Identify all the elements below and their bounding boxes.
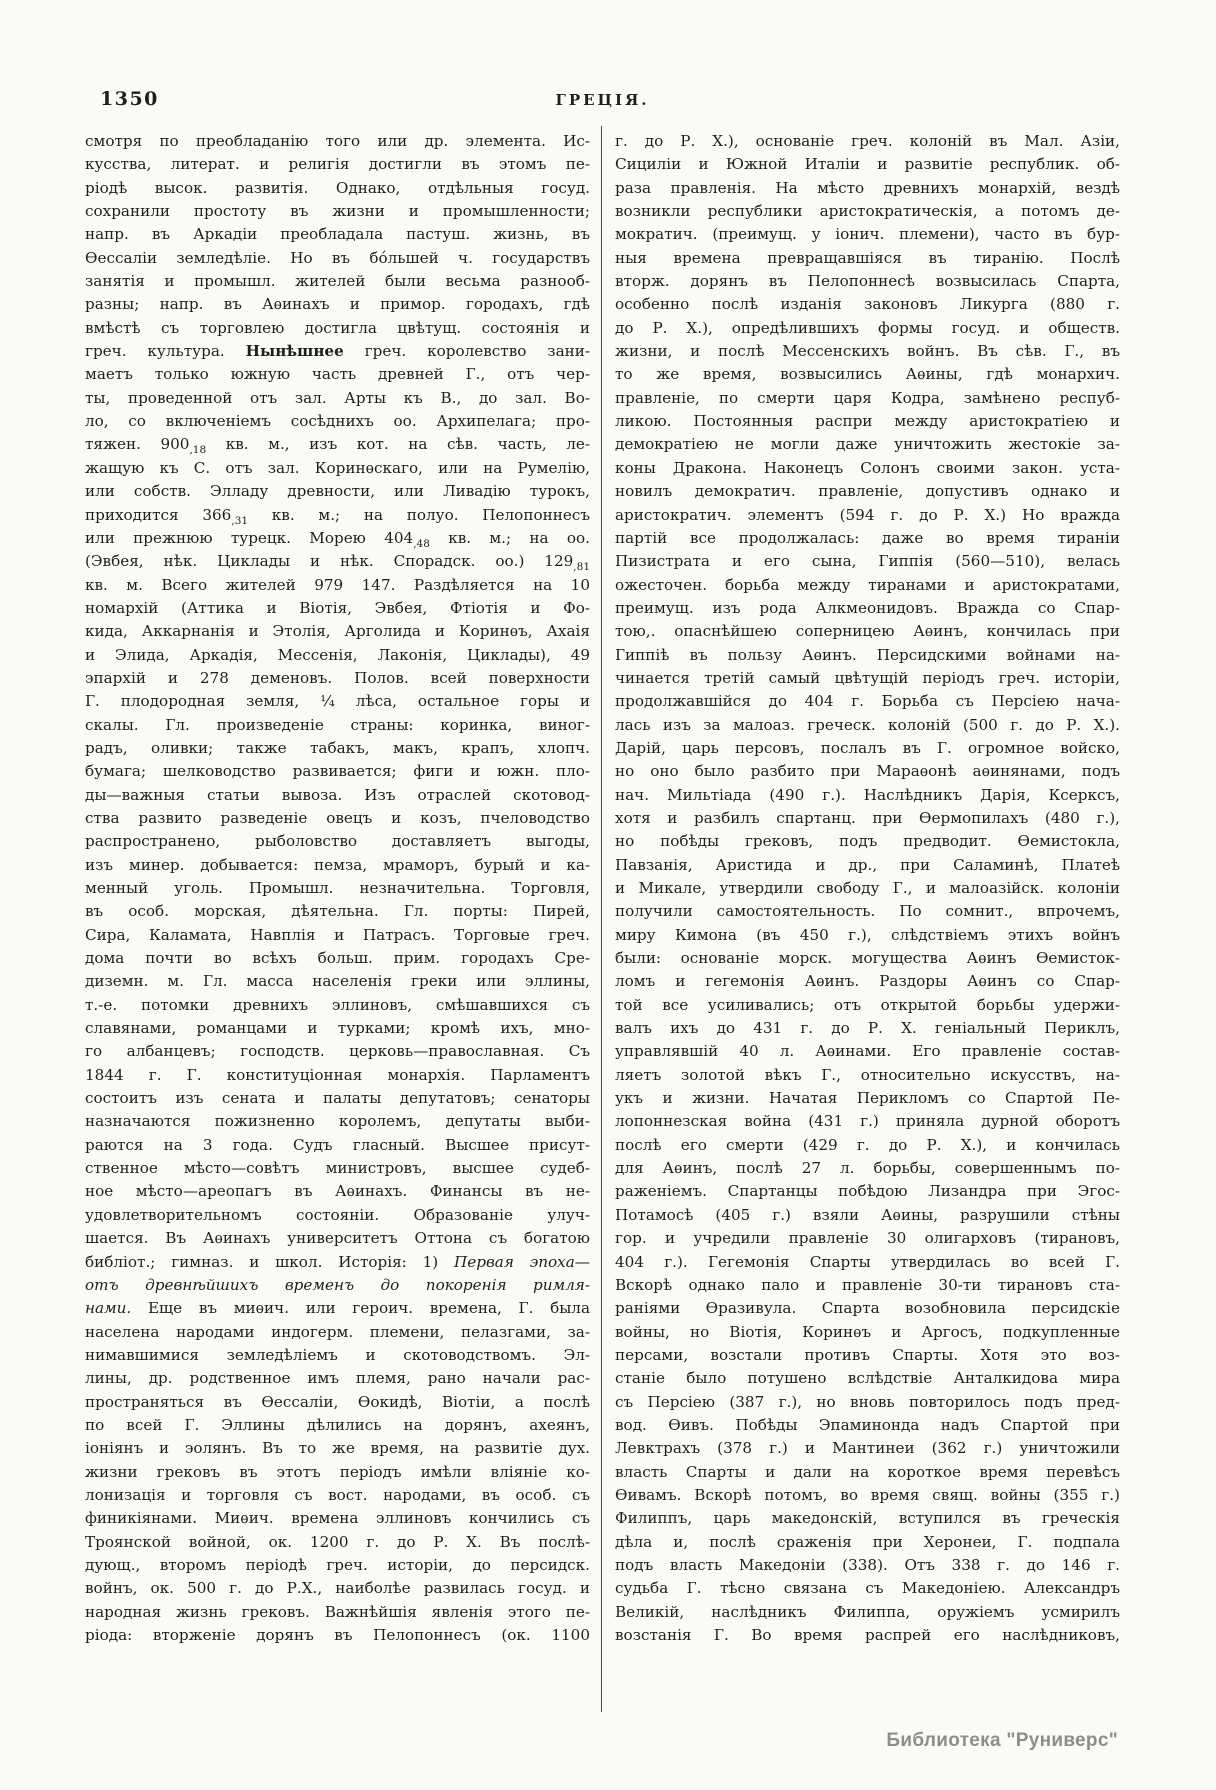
text-line: партій все продолжалась: даже во время тираніи	[615, 528, 1120, 547]
text-line: удовлетворительномъ состояніи. Образованіе улуч-	[85, 1205, 590, 1224]
text-line: были: основаніе морск. могущества Аѳинъ Ѳемисток-	[615, 949, 1120, 968]
text-line: миру Кимона (въ 450 г.), слѣдствіемъ этихъ войнъ	[615, 925, 1120, 944]
text-line: 404 г.). Гегемонія Спарты утвердилась во всей Г.	[615, 1252, 1120, 1271]
text-line: ства развито разведеніе овецъ и козъ, пчеловодство	[85, 808, 590, 827]
text-line: ное мѣсто—ареопагъ въ Аѳинахъ. Финансы въ не-	[85, 1182, 590, 1201]
text-line: управлявшій 40 л. Аѳинами. Его правленіе состав-	[615, 1042, 1120, 1061]
text-line: шается. Въ Аѳинахъ университетъ Оттона съ богатою	[85, 1229, 590, 1248]
text-line: и Микале, утвердили свободу Г., и малоазійск. колоніи	[615, 879, 1120, 897]
text-line: сохранили простоту въ жизни и промышленности;	[85, 202, 590, 221]
text-line: лопоннезская война (431 г.) приняла дурной оборотъ	[615, 1112, 1120, 1131]
text-line: ріода: вторженіе дорянъ въ Пелопоннесъ (ок. 1100	[85, 1626, 590, 1644]
text-line: Троянской войной, ок. 1200 г. до Р. Х. Въ послѣ-	[85, 1532, 590, 1551]
text-line: чинается третій самый цвѣтущій періодъ греч. исторіи,	[615, 668, 1120, 687]
text-line: ственное мѣсто—совѣтъ министровъ, высшее судеб-	[85, 1159, 590, 1178]
text-line: демократіею не могли даже уничтожить жестокіе за-	[615, 435, 1120, 454]
text-line: до Р. Х.), опредѣлившихъ формы госуд. и обществ.	[615, 318, 1120, 337]
text-line: вмѣстѣ съ торговлею достигла цвѣтущ. состоянія и	[85, 318, 590, 337]
text-line: лины, др. родственное имъ племя, рано начали рас-	[85, 1369, 590, 1388]
text-line: дѣла и, послѣ сраженія при Херонеи, Г. подпала	[615, 1532, 1120, 1551]
text-line: жизни грековъ въ этотъ періодъ имѣли вліяніе ко-	[85, 1462, 590, 1481]
text-line: Сира, Каламата, Навплія и Патрасъ. Торговые греч.	[85, 925, 590, 944]
text-line: Потамосѣ (405 г.) взяли Аѳины, разрушили стѣны	[615, 1205, 1120, 1224]
text-line: т.-е. потомки древнихъ эллиновъ, смѣшавшихся съ	[85, 995, 590, 1014]
text-line: возникли республики аристократическія, а потомъ де-	[615, 202, 1120, 221]
text-line: возстанія Г. Во время распрей его наслѣдниковъ,	[615, 1626, 1120, 1644]
page-title: ГРЕЦІЯ.	[555, 91, 650, 109]
column-divider	[601, 126, 602, 1712]
text-line: скалы. Гл. произведеніе страны: коринка, виног-	[85, 715, 590, 734]
text-line: или собств. Элладу древности, или Ливадію турокъ,	[85, 482, 590, 501]
text-line: ныя времена превращавшіяся въ тиранію. Послѣ	[615, 248, 1120, 267]
text-line: хотя и разбилъ спартанц. при Ѳермопилахъ (480 г.),	[615, 808, 1120, 827]
text-line: Великій, наслѣдникъ Филиппа, оружіемъ усмирилъ	[615, 1602, 1120, 1621]
text-line: дующ., второмъ періодѣ греч. исторіи, до персидск.	[85, 1555, 590, 1574]
text-line: смотря по преобладанію того или др. элемента. Ис-	[85, 132, 590, 150]
text-line: но побѣды грековъ, подъ предводит. Ѳемистокла,	[615, 832, 1120, 851]
text-line: для Аѳинъ, послѣ 27 л. борьбы, совершеннымъ по-	[615, 1159, 1120, 1178]
text-line: ты, проведенной отъ зал. Арты къ В., до зал. Во-	[85, 388, 590, 407]
text-line: (Эвбея, нѣк. Циклады и нѣк. Спорадск. оо.) $129_{,81}$	[85, 552, 590, 574]
text-line: разны; напр. въ Аѳинахъ и примор. городахъ, гдѣ	[85, 295, 590, 314]
text-line: особенно послѣ изданія законовъ Ликурга (880 г.	[615, 295, 1120, 314]
text-line: валъ ихъ до 431 г. до Р. Х. геніальный Периклъ,	[615, 1019, 1120, 1038]
left-column	[85, 130, 590, 1647]
text-line: Пизистрата и его сына, Гиппія (560—510), велась	[615, 552, 1120, 571]
text-line: въ особ. морская, дѣятельна. Гл. порты: Пирей,	[85, 902, 590, 921]
text-line: Филиппъ, царь македонскій, вступился въ греческія	[615, 1509, 1120, 1528]
text-line: распространено, рыболовство доставляетъ выгоды,	[85, 832, 590, 851]
text-line: нач. Мильтіада (490 г.). Наслѣдникъ Дарія, Ксерксъ,	[615, 785, 1120, 804]
text-line: Г. плодородная земля, ¼ лѣса, остальное горы и	[85, 692, 590, 711]
text-line: приходится $366_{,31}$ кв. м.; на полуо. Пелопоннесъ	[85, 505, 590, 527]
text-line: Вскорѣ однако пало и правленіе 30-ти тирановъ ста-	[615, 1275, 1120, 1294]
text-line: Гиппіѣ въ пользу Аѳинъ. Персидскими войнами на-	[615, 645, 1120, 664]
text-line: власть Спарты и дали на короткое время перевѣсъ	[615, 1462, 1120, 1481]
text-line: изъ минер. добывается: пемза, мраморъ, бурый и ка-	[85, 855, 590, 874]
text-line: жащую къ С. отъ зал. Коринѳскаго, или на Румелію,	[85, 458, 590, 477]
text-line: съ Персіею (387 г.), но вновь повторилось подъ пред-	[615, 1392, 1120, 1411]
text-line: продолжавшійся до 404 г. Борьба съ Персіею нача-	[615, 692, 1120, 711]
text-line: новилъ демократич. правленіе, допустивъ однако и	[615, 482, 1120, 501]
text-line: ожесточен. борьба между тиранами и аристократами,	[615, 575, 1120, 594]
text-line: дома почти во всѣхъ больш. прим. городахъ Сре-	[85, 949, 590, 968]
text-line: раза правленія. На мѣсто древнихъ монархій, вездѣ	[615, 178, 1120, 197]
text-line: судьба Г. тѣсно связана съ Македоніею. Александръ	[615, 1579, 1120, 1598]
text-line: и Элида, Аркадія, Мессенія, Лаконія, Циклады), 49	[85, 645, 590, 664]
text-line: подъ власть Македоніи (338). Отъ 338 г. до 146 г.	[615, 1555, 1120, 1574]
text-line: номархій (Аттика и Віотія, Эвбея, Фтіотія и Фо-	[85, 598, 590, 617]
text-line: маетъ только южную часть древней Г., отъ чер-	[85, 365, 590, 384]
text-line: той все усиливались; отъ открытой борьбы удержи-	[615, 995, 1120, 1014]
text-line: послѣ его смерти (429 г. до Р. Х.), и кончилась	[615, 1135, 1120, 1154]
text-line: тяжен. $900_{,18}$ кв. м., изъ кот. на сѣв. часть, ле-	[85, 435, 590, 457]
text-line: кусства, литерат. и религія достигли въ этомъ пе-	[85, 155, 590, 174]
text-line: правленіе, по смерти царя Кодра, замѣнено респуб-	[615, 388, 1120, 407]
text-line: лась изъ за малоаз. греческ. колоній (500 г. до Р. Х.).	[615, 715, 1120, 734]
text-line: персами, возстали противъ Спарты. Хотя это воз-	[615, 1345, 1120, 1364]
text-line: финикіянами. Миѳич. времена эллиновъ кончились съ	[85, 1509, 590, 1528]
library-watermark: Библиотека "Руниверс"	[886, 1730, 1118, 1751]
text-line: тою,. опаснѣйшею соперницею Аѳинъ, кончилась при	[615, 622, 1120, 641]
page-number: 1350	[100, 88, 159, 110]
text-line: или прежнюю турецк. Морею $404_{,48}$ кв. м.; на оо.	[85, 528, 591, 550]
text-line: населена народами индогерм. племени, пелазгами, за-	[85, 1322, 590, 1341]
text-line: войны, но Віотія, Коринѳъ и Аргосъ, подкупленные	[615, 1322, 1120, 1341]
text-line: пространяться въ Ѳессаліи, Ѳокидѣ, Віотіи, а послѣ	[85, 1392, 590, 1411]
text-line: раніями Ѳразивула. Спарта возобновила персидскіе	[615, 1299, 1120, 1318]
text-line: вод. Ѳивъ. Побѣды Эпаминонда надъ Спартой при	[615, 1415, 1120, 1434]
text-line: іоніянъ и эолянъ. Въ то же время, на развитіе дух.	[85, 1439, 590, 1458]
text-line: отъ древнѣйшихъ временъ до покоренія римля-	[85, 1275, 590, 1294]
text-line: эпархій и 278 деменовъ. Полов. всей поверхности	[85, 668, 590, 687]
text-line: станіе было потушено вслѣдствіе Анталкидова мира	[615, 1369, 1120, 1388]
text-line: библіот.; гимназ. и школ. Исторія: 1) Первая эпоха—	[85, 1252, 590, 1271]
text-line: Дарій, царь персовъ, послалъ въ Г. огромное войско,	[615, 738, 1120, 757]
text-line: кида, Аккарнанія и Этолія, Арголида и Коринѳъ, Ахаія	[85, 622, 590, 641]
text-line: жизни, и послѣ Мессенскихъ войнъ. Въ сѣв. Г., въ	[615, 342, 1120, 361]
text-line: назначаются пожизненно королемъ, депутаты выби-	[85, 1112, 590, 1131]
text-line: но оно было разбито при Мараѳонѣ аѳинянами, подъ	[615, 762, 1120, 781]
text-line: войнъ, ок. 500 г. до Р.Х., наиболѣе развилась госуд. и	[85, 1579, 590, 1598]
text-line: занятія и промышл. жителей были весьма разнооб-	[85, 272, 590, 291]
text-line: гор. и учредили правленіе 30 олигарховъ (тирановъ,	[615, 1229, 1120, 1248]
right-column	[615, 130, 1120, 1647]
text-line: мократич. (преимущ. у іонич. племени), часто въ бур-	[615, 225, 1120, 244]
text-line: бумага; шелководство развивается; фиги и южн. пло-	[85, 762, 590, 781]
text-line: Ѳессаліи земледѣліе. Но въ бо́льшей ч. государствъ	[85, 248, 590, 267]
text-line: Левктрахъ (378 г.) и Мантинеи (362 г.) уничтожили	[615, 1439, 1120, 1458]
text-line: состоитъ изъ сената и палаты депутатовъ; сенаторы	[85, 1089, 590, 1108]
text-line: Сициліи и Южной Италіи и развитіе республик. об-	[615, 155, 1120, 174]
text-columns	[85, 130, 1120, 1650]
text-line: укъ и жизни. Начатая Перикломъ со Спартой Пе-	[615, 1089, 1120, 1108]
text-line: ломъ и гегемонія Аѳинъ. Раздоры Аѳинъ со Спар-	[615, 972, 1120, 991]
text-line: ликою. Постоянныя распри между аристократіею и	[615, 412, 1120, 431]
text-line: напр. въ Аркадіи преобладала пастуш. жизнь, въ	[85, 225, 590, 244]
text-line: греч. культура. Нынѣшнее греч. королевство зани-	[85, 342, 590, 361]
text-line: преимущ. изъ рода Алкмеонидовъ. Вражда со Спар-	[615, 598, 1120, 617]
text-line: менный уголь. Промышл. незначительна. Торговля,	[85, 879, 590, 897]
text-line: народная жизнь грековъ. Важнѣйшія явленія этого пе-	[85, 1602, 590, 1621]
text-line: ло, со включеніемъ сосѣднихъ оо. Архипелага; про-	[85, 412, 590, 431]
text-line: раются на 3 года. Судъ гласный. Высшее присут-	[85, 1135, 590, 1154]
text-line: диземн. м. Гл. масса населенія греки или эллины,	[85, 972, 590, 991]
text-line: вторж. дорянъ въ Пелопоннесѣ возвысилась Спарта,	[615, 272, 1120, 291]
text-line: 1844 г. Г. конституціонная монархія. Парламентъ	[85, 1065, 590, 1084]
text-line: Ѳивамъ. Вскорѣ потомъ, во время свящ. войны (355 г.)	[615, 1485, 1120, 1504]
text-line: нами. Еще въ миѳич. или героич. времена, Г. была	[85, 1299, 590, 1318]
text-line: коны Дракона. Наконецъ Солонъ своими закон. уста-	[615, 458, 1120, 477]
text-line: Павзанія, Аристида и др., при Саламинѣ, Платеѣ	[615, 855, 1120, 874]
text-line: славянами, романцами и турками; кромѣ ихъ, мно-	[85, 1019, 590, 1038]
text-line: по всей Г. Эллины дѣлились на дорянъ, ахеянъ,	[85, 1415, 590, 1434]
text-line: аристократич. элементъ (594 г. до Р. Х.) Но вражда	[615, 505, 1120, 524]
text-line: то же время, возвысились Аѳины, гдѣ монархич.	[615, 365, 1120, 384]
text-line: кв. м. Всего жителей 979 147. Раздѣляется на 10	[85, 575, 590, 594]
text-line: раженіемъ. Спартанцы побѣдою Лизандра при Эгос-	[615, 1182, 1120, 1201]
text-line: го албанцевъ; господств. церковь—православная. Съ	[85, 1042, 590, 1061]
text-line: ріодѣ высок. развитія. Однако, отдѣльныя госуд.	[85, 178, 590, 197]
text-line: лонизація и торговля съ вост. народами, въ особ. съ	[85, 1485, 590, 1504]
text-line: ляетъ золотой вѣкъ Г., относительно искусствъ, на-	[615, 1065, 1120, 1084]
text-line: ды—важныя статьи вывоза. Изъ отраслей скотовод-	[85, 785, 590, 804]
text-line: получили самостоятельность. По сомнит., впрочемъ,	[615, 902, 1120, 921]
text-line: радъ, оливки; также табакъ, макъ, крапъ, хлопч.	[85, 738, 590, 757]
text-line: г. до Р. Х.), основаніе греч. колоній въ Мал. Азіи,	[615, 132, 1120, 150]
text-line: нимавшимися земледѣліемъ и скотоводствомъ. Эл-	[85, 1345, 590, 1364]
